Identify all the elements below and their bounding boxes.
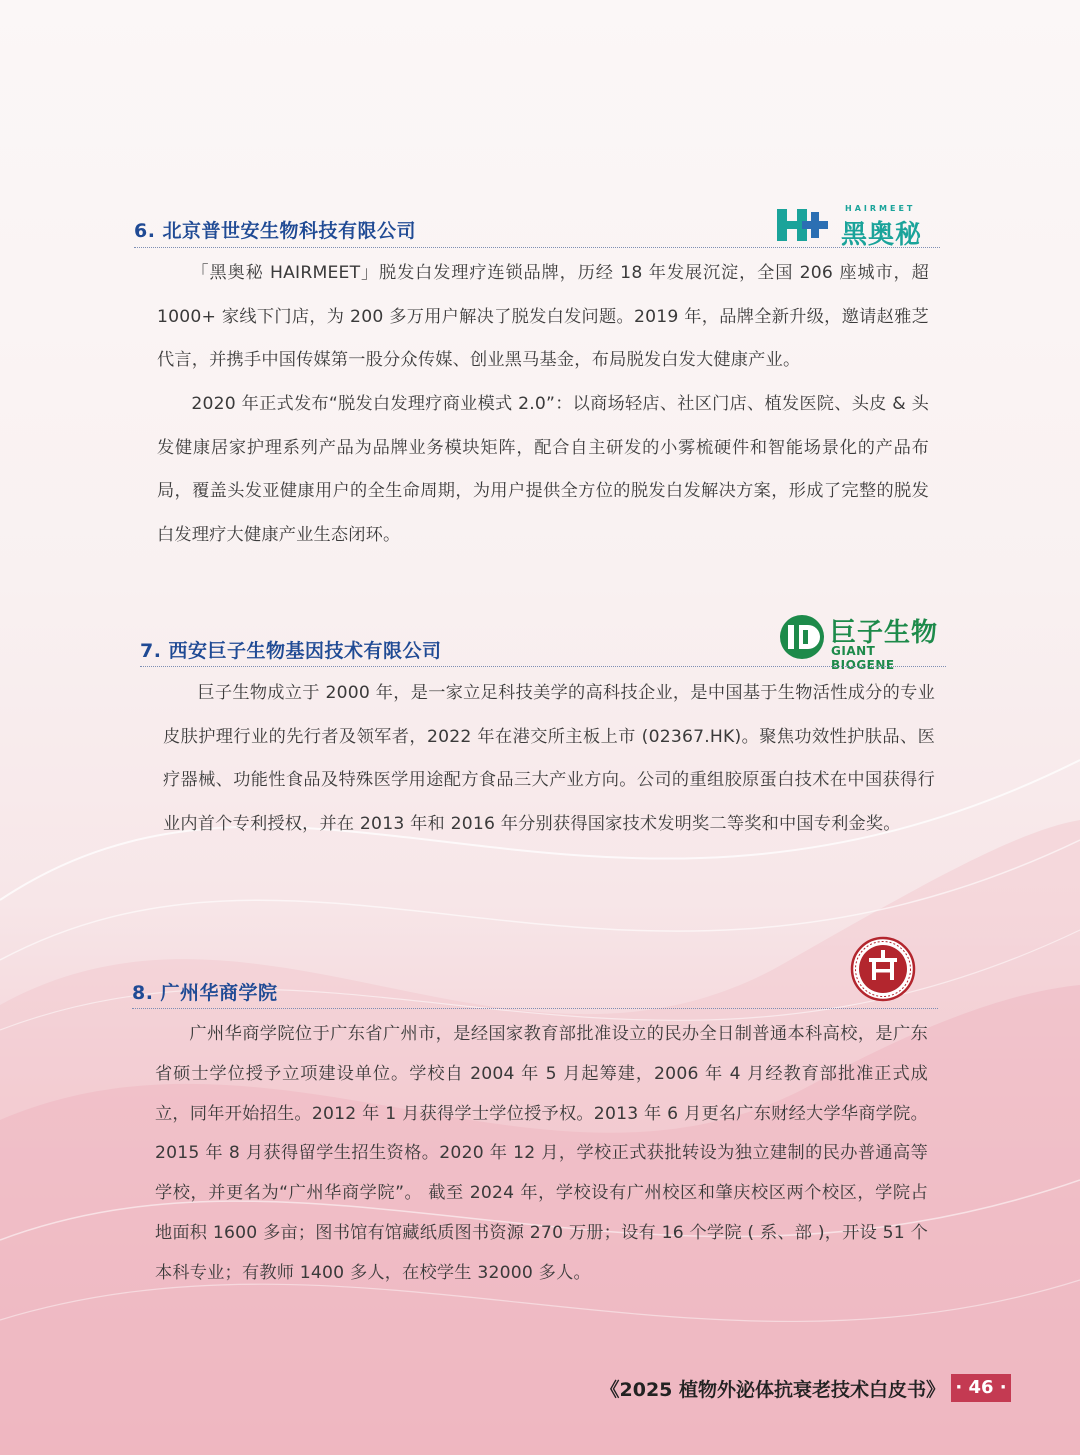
section-heading: 6. 北京普世安生物科技有限公司 [134, 220, 417, 242]
giant-biogene-brand-cn: 巨子生物 [830, 618, 939, 648]
paragraph: 「黑奥秘 HAIRMEET」脱发白发理疗连锁品牌，历经 18 年发展沉淀，全国 206 座城市，超 1000+ 家线下门店，为 200 多万用户解决了脱发白发问题。2019 年，品牌全新升级，邀请赵雅芝代言，并携手中国传媒第一股分众传媒、创业黑马基金，布局脱发白发大健康产业。 [157, 263, 929, 370]
section-divider [132, 1008, 938, 1009]
paragraph: 2020 年正式发布“脱发白发理疗商业模式 2.0”：以商场轻店、社区门店、植发医院、头皮 & 头发健康居家护理系列产品为品牌业务模块矩阵，配合自主研发的小雾梳硬件和智能场景化的产品布局，覆盖头发亚健康用户的全生命周期，为用户提供全方位的脱发白发解决方案，形成了完整的脱发白发理疗大健康产业生态闭环。 [157, 394, 929, 545]
footer-book-title: 《2025 植物外泌体抗衰老技术白皮书》 [600, 1379, 945, 1401]
huashang-emblem-icon [850, 936, 916, 1002]
page-number: · 46 · [951, 1374, 1011, 1402]
giant-biogene-brand-en: GIANT BIOGENE [831, 644, 895, 672]
hairmeet-brand-en: HAIRMEET [845, 204, 916, 213]
huashang-emblem [850, 936, 916, 1002]
section-heading: 8. 广州华商学院 [132, 982, 278, 1004]
paragraph: 广州华商学院位于广东省广州市，是经国家教育部批准设立的民办全日制普通本科高校，是广东省硕士学位授予立项建设单位。学校自 2004 年 5 月起筹建，2006 年 4 月经教育部批准正式成立，同年开始招生。2012 年 1 月获得学士学位授予权。2013 年 6 月更名广东财经大学华商学院。2015 年 8 月获得留学生招生资格。2020 年 12 月，学校正式获批转设为独立建制的民办普通高等学校，并更名为“广州华商学院”。 截至 2024 年，学校设有广州校区和肇庆校区两个校区，学院占地面积 1600 多亩；图书馆有馆藏纸质图书资源 270 万册；设有 16 个学院 ( 系、部 )，开设 51 个本科专业；有教师 1400 多人，在校学生 32000 多人。 [155, 1024, 928, 1283]
section-heading: 7. 西安巨子生物基因技术有限公司 [140, 640, 442, 662]
paragraph: 巨子生物成立于 2000 年，是一家立足科技美学的高科技企业，是中国基于生物活性成分的专业皮肤护理行业的先行者及领军者，2022 年在港交所主板上市 (02367.HK)。聚焦功效性护肤品、医疗器械、功能性食品及特殊医学用途配方食品三大产业方向。公司的重组胶原蛋白技术在中国获得行业内首个专利授权，并在 2013 年和 2016 年分别获得国家技术发明奖二等奖和中国专利金奖。 [163, 683, 935, 834]
hairmeet-brand-cn: 黑奥秘 [841, 220, 923, 250]
